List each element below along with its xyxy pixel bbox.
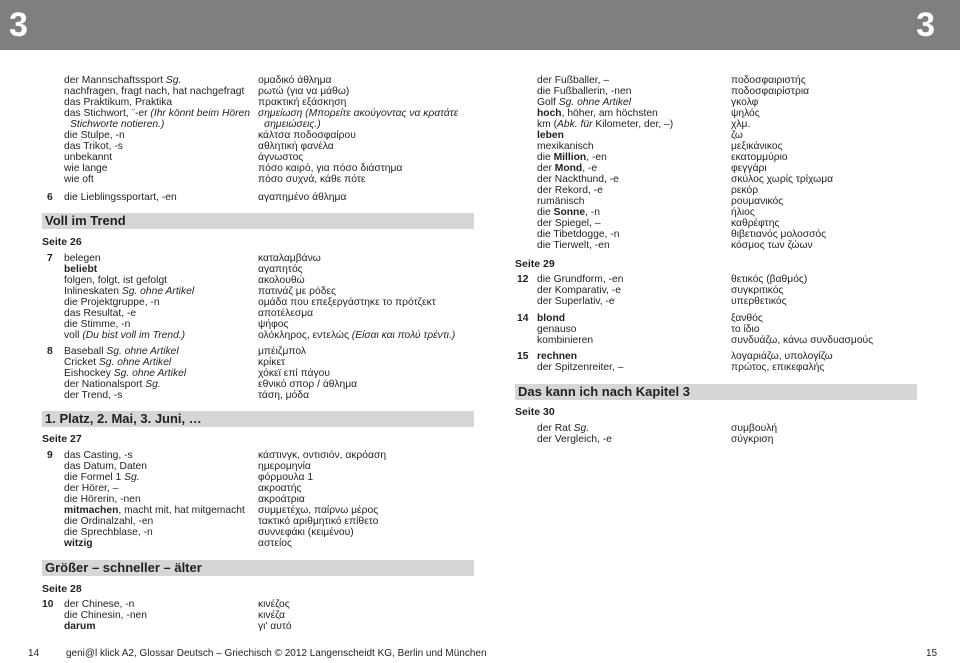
section-band-platz [42, 411, 474, 427]
german-term: nachfragen, fragt nach, hat nachgefragt [64, 86, 245, 97]
greek-translation: ποδοσφαιριστής [731, 75, 806, 86]
greek-translation: θετικός (βαθμός) [731, 274, 808, 285]
german-term: der Rat Sg. [537, 423, 590, 434]
seite-29-label: Seite 29 [515, 258, 555, 270]
greek-translation: ψήφος [258, 319, 289, 330]
german-term: das Stichwort, ¨-er (Ihr könnt beim Hören [64, 108, 250, 119]
greek-translation: εθνικό σπορ / άθλημα [258, 379, 358, 390]
german-term: Stichworte notieren.) [70, 119, 165, 130]
greek-translation: κάλτσα ποδοσφαίρου [258, 130, 356, 141]
exercise-number: 12 [517, 274, 529, 285]
exercise-number: 8 [47, 346, 53, 357]
german-term: der Spitzenreiter, – [537, 362, 624, 373]
german-term: der Mond, -e [537, 163, 598, 174]
greek-translation: αστείος [258, 538, 292, 549]
greek-translation: κινέζα [258, 610, 285, 621]
section-title: Das kann ich nach Kapitel 3 [518, 384, 690, 399]
german-term: der Mannschaftssport Sg. [64, 75, 182, 86]
german-term: das Datum, Daten [64, 461, 147, 472]
greek-translation: αθλητική φανέλα [258, 141, 334, 152]
greek-translation: τακτικό αριθμητικό επίθετο [258, 516, 379, 527]
greek-translation: χλμ. [731, 119, 751, 130]
greek-translation: ολόκληρος, εντελώς (Είσαι και πολύ τρέντι.) [258, 330, 456, 341]
german-term: das Resultat, -e [64, 308, 137, 319]
greek-translation: αγαπητός [258, 264, 303, 275]
greek-translation: ζω [731, 130, 743, 141]
german-term: der Chinese, -n [64, 599, 135, 610]
german-term: darum [64, 621, 96, 632]
german-term: Golf Sg. ohne Artikel [537, 97, 632, 108]
german-term: hoch, höher, am höchsten [537, 108, 658, 119]
greek-translation: τάση, μόδα [258, 390, 310, 401]
greek-translation: ομαδικό άθλημα [258, 75, 332, 86]
german-term: Eishockey Sg. ohne Artikel [64, 368, 187, 379]
greek-translation: κάστινγκ, οντισιόν, ακρόαση [258, 450, 387, 461]
greek-translation: ψηλός [731, 108, 760, 119]
section-title: Größer – schneller – älter [45, 560, 202, 575]
german-term: unbekannt [64, 152, 113, 163]
seite-30-label: Seite 30 [515, 406, 555, 418]
greek-translation: φόρμουλα 1 [258, 472, 314, 483]
greek-translation: το ίδιο [731, 324, 760, 335]
german-term: wie oft [64, 174, 94, 185]
greek-translation: υπερθετικός [731, 296, 787, 307]
german-term: das Praktikum, Praktika [64, 97, 173, 108]
german-term: die Tibetdogge, -n [537, 229, 620, 240]
greek-translation: ημερομηνία [258, 461, 311, 472]
greek-translation: χόκεϊ επί πάγου [258, 368, 331, 379]
german-term: folgen, folgt, ist gefolgt [64, 275, 168, 286]
german-term: der Rekord, -e [537, 185, 603, 196]
greek-translation: ακολουθώ [258, 275, 305, 286]
greek-translation: συμβουλή [731, 423, 778, 434]
greek-translation: ακροάτρια [258, 494, 305, 505]
seite-26-label: Seite 26 [42, 236, 82, 248]
german-term: die Projektgruppe, -n [64, 297, 160, 308]
german-term: das Trikot, -s [64, 141, 123, 152]
greek-translation: ομάδα που επεξεργάστηκε το πρότζεκτ [258, 297, 436, 308]
german-term: die Hörerin, -nen [64, 494, 141, 505]
seite-27-label: Seite 27 [42, 433, 82, 445]
greek-translation: μπέιζμπολ [258, 346, 307, 357]
german-term: der Trend, -s [64, 390, 123, 401]
german-term: Baseball Sg. ohne Artikel [64, 346, 179, 357]
german-term: die Million, -en [537, 152, 607, 163]
greek-translation: μεξικάνικος [731, 141, 783, 152]
german-term: der Hörer, – [64, 483, 119, 494]
greek-translation: γκολφ [731, 97, 759, 108]
german-term: mitmachen, macht mit, hat mitgemacht [64, 505, 245, 516]
german-term: beliebt [64, 264, 98, 275]
exercise-number: 6 [47, 192, 53, 203]
german-term: genauso [537, 324, 577, 335]
greek-translation: εκατομμύριο [731, 152, 788, 163]
german-term: leben [537, 130, 564, 141]
german-term: der Superlativ, -e [537, 296, 615, 307]
german-term: die Tierwelt, -en [537, 240, 610, 251]
german-term: km (Abk. für Kilometer, der, –) [537, 119, 674, 130]
german-term: die Lieblingssportart, -en [64, 192, 177, 203]
german-term: die Stimme, -n [64, 319, 131, 330]
german-term: wie lange [64, 163, 108, 174]
german-term: die Sonne, -n [537, 207, 600, 218]
german-term: das Casting, -s [64, 450, 133, 461]
german-term: die Stulpe, -n [64, 130, 125, 141]
greek-translation: θιβετιανός μολοσσός [731, 229, 827, 240]
german-term: blond [537, 313, 566, 324]
greek-translation: καταλαμβάνω [258, 253, 321, 264]
german-term: die Formel 1 Sg. [64, 472, 140, 483]
german-term: der Komparativ, -e [537, 285, 621, 296]
greek-translation: συνδυάζω, κάνω συνδυασμούς [731, 335, 874, 346]
footer-credit: geni@l klick A2, Glossar Deutsch – Griechisch © 2012 Langenscheidt KG, Berlin und München [66, 648, 487, 659]
german-term: der Fußballer, – [537, 75, 610, 86]
german-term: voll (Du bist voll im Trend.) [64, 330, 186, 341]
section-band-voll-im-trend [42, 213, 474, 229]
greek-translation: σημείωση (Μπορείτε ακούγοντας να κρατάτε [258, 108, 459, 119]
german-term: rumänisch [537, 196, 585, 207]
chapter-number-right: 3 [916, 6, 934, 44]
chapter-header-bar [0, 0, 960, 50]
german-term: kombinieren [537, 335, 594, 346]
greek-translation: ήλιος [731, 207, 755, 218]
german-term: die Ordinalzahl, -en [64, 516, 154, 527]
german-term: belegen [64, 253, 101, 264]
exercise-number: 15 [517, 351, 529, 362]
greek-translation: πατινάζ με ρόδες [258, 286, 337, 297]
german-term: der Vergleich, -e [537, 434, 612, 445]
exercise-number: 10 [42, 599, 54, 610]
german-term: der Spiegel, – [537, 218, 601, 229]
german-term: Inlineskaten Sg. ohne Artikel [64, 286, 195, 297]
greek-translation: φεγγάρι [731, 163, 767, 174]
greek-translation: γι' αυτό [258, 621, 292, 632]
greek-translation: σημειώσεις.) [264, 119, 321, 130]
greek-translation: κρίκετ [258, 357, 286, 368]
greek-translation: ακροατής [258, 483, 302, 494]
greek-translation: αποτέλεσμα [258, 308, 314, 319]
section-band-das-kann-ich [515, 384, 917, 400]
greek-translation: αγαπημένο άθλημα [258, 192, 347, 203]
greek-translation: συννεφάκι (κειμένου) [258, 527, 354, 538]
exercise-number: 7 [47, 253, 53, 264]
exercise-number: 14 [517, 313, 529, 324]
greek-translation: πρακτική εξάσκηση [258, 97, 347, 108]
greek-translation: άγνωστος [258, 152, 304, 163]
greek-translation: πρώτος, επικεφαλής [731, 362, 825, 373]
greek-translation: κόσμος των ζώων [731, 240, 813, 251]
greek-translation: κινέζος [258, 599, 290, 610]
german-term: der Nationalsport Sg. [64, 379, 161, 390]
greek-translation: ρεκόρ [731, 185, 759, 196]
german-term: die Grundform, -en [537, 274, 624, 285]
section-title: 1. Platz, 2. Mai, 3. Juni, … [45, 411, 202, 426]
greek-translation: ρουμανικός [731, 196, 784, 207]
german-term: mexikanisch [537, 141, 594, 152]
greek-translation: ξανθός [731, 313, 763, 324]
german-term: der Nackthund, -e [537, 174, 619, 185]
section-title: Voll im Trend [45, 213, 126, 228]
greek-translation: σύγκριση [731, 434, 774, 445]
greek-translation: συγκριτικός [731, 285, 784, 296]
german-term: die Chinesin, -nen [64, 610, 147, 621]
greek-translation: ποδοσφαιρίστρια [731, 86, 810, 97]
german-term: rechnen [537, 351, 578, 362]
seite-28-label: Seite 28 [42, 583, 82, 595]
greek-translation: πόσο συχνά, κάθε πότε [258, 174, 366, 185]
page-number-right: 15 [926, 648, 938, 659]
greek-translation: λογαριάζω, υπολογίζω [731, 351, 833, 362]
greek-translation: πόσο καιρό, για πόσο διάστημα [258, 163, 403, 174]
exercise-number: 9 [47, 450, 53, 461]
greek-translation: σκύλος χωρίς τρίχωμα [731, 174, 834, 185]
greek-translation: ρωτώ (για να μάθω) [258, 86, 350, 97]
greek-translation: συμμετέχω, παίρνω μέρος [258, 505, 379, 516]
german-term: witzig [64, 538, 93, 549]
chapter-number-left: 3 [9, 6, 27, 44]
section-band-groesser [42, 560, 474, 576]
german-term: Cricket Sg. ohne Artikel [64, 357, 172, 368]
german-term: die Fußballerin, -nen [537, 86, 632, 97]
german-term: die Sprechblase, -n [64, 527, 153, 538]
page-number-left: 14 [28, 648, 40, 659]
greek-translation: καθρέφτης [731, 218, 780, 229]
